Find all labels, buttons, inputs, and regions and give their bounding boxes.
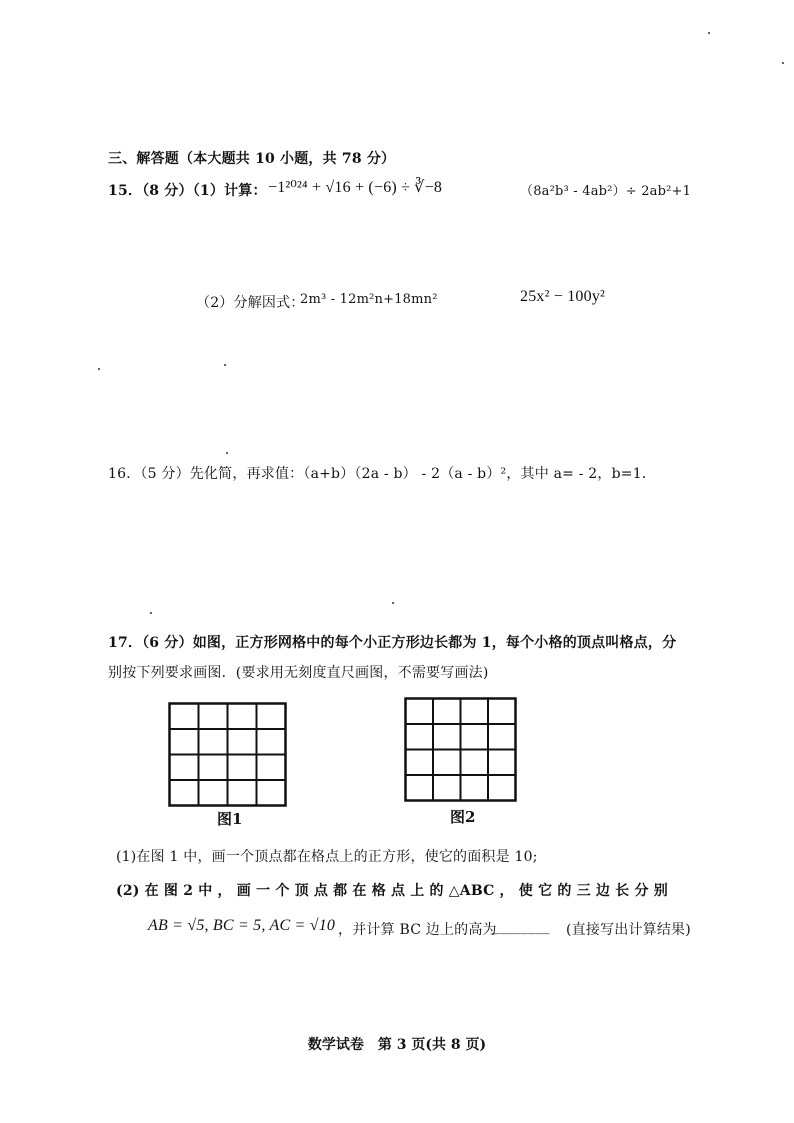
q15-part2-expr1: 2m³ - 12m²n+18mn² — [300, 292, 438, 307]
q17-sub2-tail: (直接写出计算结果) — [566, 922, 691, 938]
q15-part2-expr2: 25x² − 100y² — [520, 288, 606, 305]
scan-speck — [226, 452, 228, 454]
section-title: 三、解答题（本大题共 10 小题，共 78 分） — [108, 151, 396, 167]
q17-sub2-text: ，并计算 BC 边上的高为 — [338, 922, 497, 938]
q15-expr1: −1²⁰²⁴ + √16 + (−6) ÷ ∛−8 — [268, 179, 443, 196]
q15-prefix: 15．（8 分）（1）计算： — [108, 183, 267, 199]
figure1-caption: 图1 — [217, 810, 243, 828]
scan-speck — [150, 612, 152, 614]
page-footer: 数学试卷 第 3 页(共 8 页) — [307, 1037, 487, 1053]
q16-text: 16．（5 分）先化简，再求值：（a+b）（2a - b） - 2（a - b）²，其中 a= - 2，b=1． — [108, 466, 657, 482]
figure1-grid — [168, 702, 288, 808]
figure2-caption: 图2 — [450, 808, 476, 826]
q15-part2-prefix: （2）分解因式： — [196, 295, 305, 311]
figure2-grid — [404, 697, 518, 803]
q17-sub2-expr: AB = √5, BC = 5, AC = √10 — [148, 917, 336, 934]
q15-expr2: （8a²b³ - 4ab²）÷ 2ab²+1 — [520, 184, 692, 199]
scan-speck — [224, 364, 226, 366]
scan-speck — [708, 32, 710, 34]
scan-speck — [392, 602, 394, 604]
scan-speck — [98, 368, 100, 370]
q17-sub1: (1)在图 1 中，画一个顶点都在格点上的正方形，使它的面积是 10; — [116, 849, 538, 865]
q17-line2: 别按下列要求画图．(要求用无刻度直尺画图，不需要写画法) — [108, 665, 489, 681]
q17-line1: 17．（6 分）如图，正方形网格中的每个小正方形边长都为 1，每个小格的顶点叫格点，分 — [108, 635, 677, 651]
q17-sub2-answer-blank[interactable]: ________ — [492, 919, 550, 935]
q17-sub2-line1: (2) 在 图 2 中 ， 画 一 个 顶 点 都 在 格 点 上 的 △ABC ， 使 它 的 三 边 长 分 别 — [116, 883, 668, 899]
scan-speck — [782, 62, 784, 64]
